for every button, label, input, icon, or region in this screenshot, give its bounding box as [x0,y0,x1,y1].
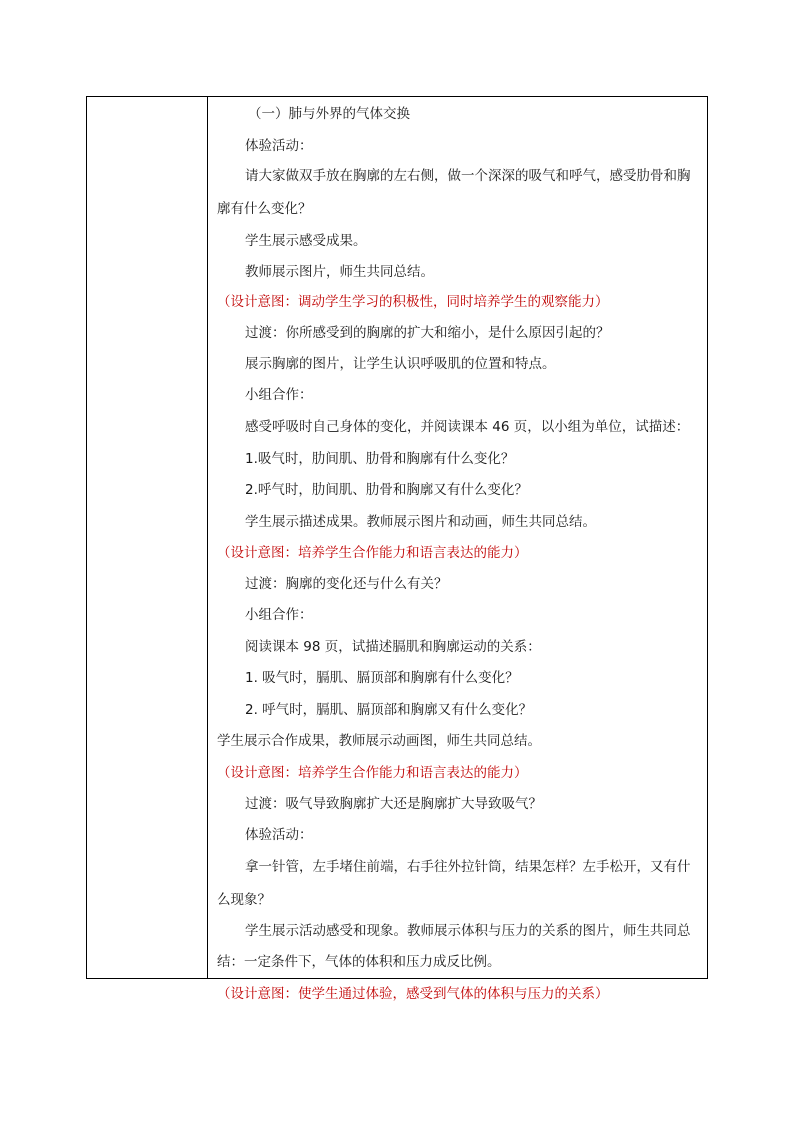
text-line: 廓有什么变化？ [217,201,312,217]
text-line: 学生展示感受成果。 [245,233,367,249]
text-line: 请大家做双手放在胸廓的左右侧，做一个深深的吸气和呼气，感受肋骨和胸 [245,168,691,184]
text-line: 体验活动： [245,827,313,843]
lesson-table [86,96,708,1002]
text-line: 感受呼吸时自己身体的变化，并阅读课本 46 页，以小组为单位，试描述： [245,419,690,435]
text-line: 小组合作： [245,607,313,623]
text-line: 展示胸廓的图片，让学生认识呼吸肌的位置和特点。 [245,356,556,372]
design-intent-note: （设计意图：调动学生学习的积极性，同时培养学生的观察能力） [217,294,609,310]
design-intent-note: （设计意图：培养学生合作能力和语言表达的能力） [217,545,528,561]
text-line: 学生展示活动感受和现象。教师展示体积与压力的关系的图片，师生共同总 [245,923,691,939]
text-line: 过渡：你所感受到的胸廓的扩大和缩小，是什么原因引起的？ [245,325,610,341]
text-line: 学生展示描述成果。教师展示图片和动画，师生共同总结。 [245,514,596,530]
text-line: 1.吸气时，肋间肌、肋骨和胸廓有什么变化？ [245,451,515,467]
text-line: 结：一定条件下，气体的体积和压力成反比例。 [217,954,501,970]
text-line: 体验活动： [245,138,313,154]
text-line: 1. 吸气时，膈肌、膈顶部和胸廓有什么变化？ [245,670,519,686]
text-line: 学生展示合作成果，教师展示动画图，师生共同总结。 [217,733,541,749]
text-line: 么现象？ [217,892,271,908]
text-line: 过渡：吸气导致胸廓扩大还是胸廓扩大导致吸气？ [245,796,542,812]
design-intent-note: （设计意图：培养学生合作能力和语言表达的能力） [217,765,528,781]
text-line: 教师展示图片，师生共同总结。 [245,264,434,280]
text-line: 2. 呼气时，膈肌、膈顶部和胸廓又有什么变化？ [245,702,533,718]
table-left-column [87,97,208,978]
text-line: 拿一针管，左手堵住前端，右手往外拉针筒，结果怎样？左手松开，又有什 [245,859,691,875]
text-line: 阅读课本 98 页，试描述膈肌和胸廓运动的关系： [245,639,541,655]
design-intent-note: （设计意图：使学生通过体验，感受到气体的体积与压力的关系） [217,986,609,1002]
text-line: 2.呼气时，肋间肌、肋骨和胸廓又有什么变化？ [245,482,528,498]
section-title: （一）肺与外界的气体交换 [248,106,410,122]
text-line: 过渡：胸廓的变化还与什么有关？ [245,576,448,592]
text-line: 小组合作： [245,387,313,403]
table-content-column [208,97,707,1002]
